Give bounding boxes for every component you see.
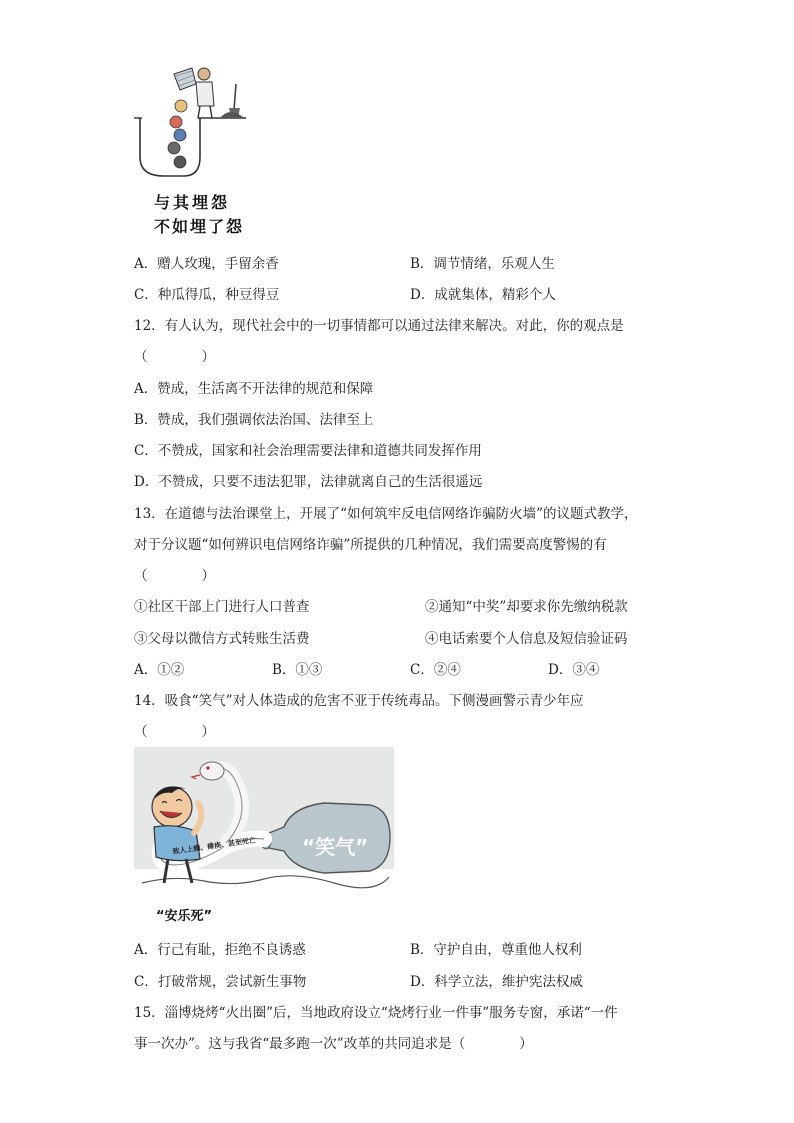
q14-smoke-text: 致人上瘾、瘫痪、甚至死亡 bbox=[172, 836, 257, 856]
q14-option-d: D．科学立法，维护宪法权威 bbox=[410, 974, 583, 990]
q13-answer-blank: （ ） bbox=[134, 568, 215, 584]
q12-option-b: B．赞成，我们强调依法治国、法律至上 bbox=[134, 412, 374, 428]
q14-answer-blank: （ ） bbox=[134, 724, 215, 740]
burying-complaints-illustration bbox=[134, 62, 254, 182]
q14-stem: 14．吸食“笑气”对人体造成的危害不亚于传统毒品。下侧漫画警示青少年应 bbox=[134, 693, 584, 709]
q13-stem-line2: 对于分议题“如何辨识电信网络诈骗”所提供的几种情况，我们需要高度警惕的有 bbox=[134, 537, 607, 553]
q11-option-d: D．成就集体，精彩个人 bbox=[410, 287, 556, 303]
q13-item-2: ②通知“中奖”却要求你先缴纳税款 bbox=[425, 599, 628, 615]
q11-option-a: A．赠人玫瑰，手留余香 bbox=[134, 256, 279, 272]
q13-item-3: ③父母以微信方式转账生活费 bbox=[134, 631, 310, 647]
q14-option-a: A．行己有耻，拒绝不良诱惑 bbox=[134, 942, 306, 958]
q13-option-a: A．①② bbox=[134, 662, 185, 678]
q14-option-b: B．守护自由，尊重他人权利 bbox=[410, 942, 582, 958]
q15-stem-line2: 事一次办”。这与我省“最多跑一次”改革的共同追求是（ ） bbox=[134, 1036, 533, 1052]
q12-option-a: A．赞成，生活离不开法律的规范和保障 bbox=[134, 381, 374, 397]
q13-option-c: C．②④ bbox=[410, 662, 461, 678]
q12-stem: 12．有人认为，现代社会中的一切事情都可以通过法律来解决。对此，你的观点是 bbox=[134, 318, 624, 334]
q14-cartoon bbox=[134, 747, 394, 927]
q14-bottle-label: “笑气” bbox=[302, 835, 369, 859]
q13-item-1: ①社区干部上门进行人口普查 bbox=[134, 599, 310, 615]
q11-cartoon bbox=[134, 62, 254, 242]
q12-answer-blank: （ ） bbox=[134, 349, 215, 365]
q12-option-c: C．不赞成，国家和社会治理需要法律和道德共同发挥作用 bbox=[134, 443, 482, 459]
q12-option-d: D．不赞成，只要不违法犯罪，法律就离自己的生活很遥远 bbox=[134, 474, 483, 490]
q14-option-c: C．打破常规，尝试新生事物 bbox=[134, 974, 307, 990]
q11-option-c: C．种瓜得瓜，种豆得豆 bbox=[134, 287, 280, 303]
q13-option-b: B．①③ bbox=[272, 662, 323, 678]
q13-stem-line1: 13．在道德与法治课堂上，开展了“如何筑牢反电信网络诈骗防火墙”的议题式教学， bbox=[134, 506, 638, 522]
q13-item-4: ④电话索要个人信息及短信验证码 bbox=[425, 631, 628, 647]
q11-cartoon-caption-line2: 不如埋了怨 bbox=[154, 217, 245, 236]
laughing-gas-illustration bbox=[134, 747, 394, 892]
q11-option-b: B．调节情绪，乐观人生 bbox=[410, 256, 555, 272]
q11-cartoon-caption-line1: 与其埋怨 bbox=[154, 193, 231, 212]
q13-option-d: D．③④ bbox=[548, 662, 600, 678]
q15-stem-line1: 15．淄博烧烤“火出圈”后，当地政府设立“烧烤行业一件事”服务专窗，承诺“一件 bbox=[134, 1005, 618, 1021]
q14-cartoon-caption: “安乐死” bbox=[156, 909, 213, 924]
